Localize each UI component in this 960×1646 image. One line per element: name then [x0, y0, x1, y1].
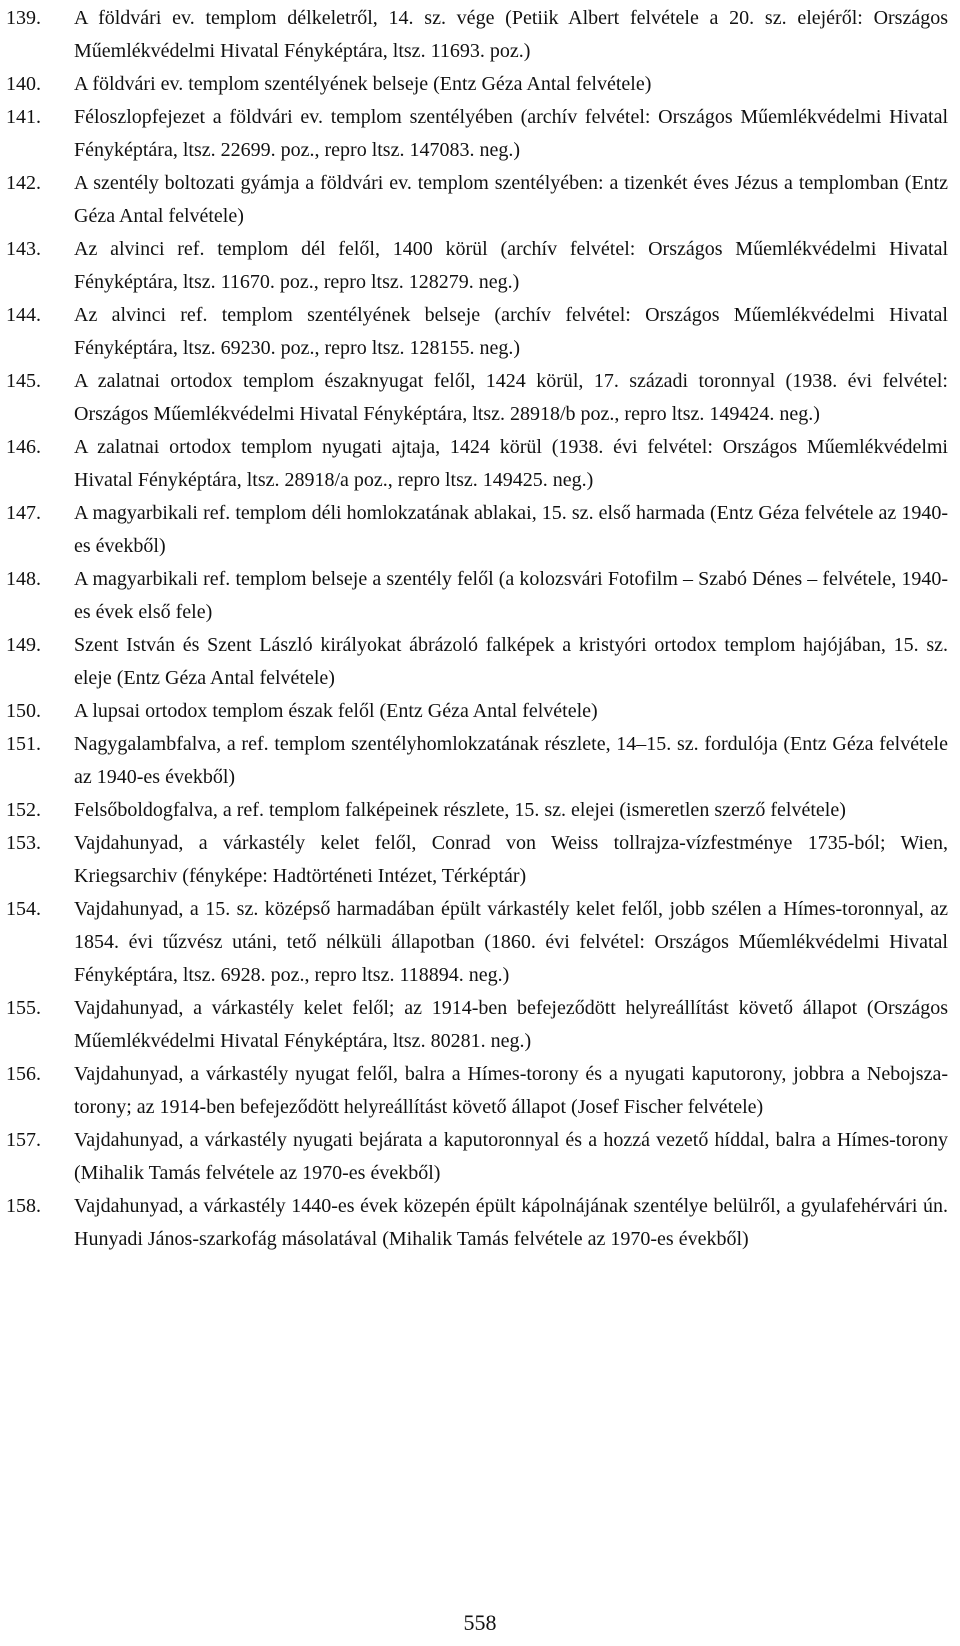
- caption-entry: [6, 233, 960, 299]
- caption-text: Vajdahunyad, a várkastély kelet felől, Conrad von Weiss tollrajza-vízfestménye 1735-ból; Wien, Kriegsarchiv (fényképe: Hadtörténeti Intézet, Térképtár): [74, 832, 948, 887]
- caption-text: Vajdahunyad, a 15. sz. középső harmadában épült várkastély kelet felől, jobb szélen a Hímes-toronnyal, az 1854. évi tűzvész utáni, tető nélküli állapotban (1860. évi felvétel: Országos Műemlékvédelmi Hivatal Fényképtára, ltsz. 6928. poz., repro ltsz. 118894. neg.): [74, 898, 948, 986]
- caption-text: Vajdahunyad, a várkastély kelet felől; az 1914-ben befejeződött helyreállítást követő állapot (Országos Műemlékvédelmi Hivatal Fényképtára, ltsz. 80281. neg.): [74, 997, 948, 1052]
- caption-text: Féloszlopfejezet a földvári ev. templom szentélyében (archív felvétel: Országos Műemlékvédelmi Hivatal Fényképtára, ltsz. 22699. poz., repro ltsz. 147083. neg.): [74, 106, 948, 161]
- page-number: 558: [463, 1610, 497, 1635]
- caption-number: 153.: [6, 832, 41, 854]
- caption-text: A magyarbikali ref. templom déli homlokzatának ablakai, 15. sz. első harmada (Entz Géza felvétele az 1940-es évekből): [74, 502, 948, 557]
- caption-number: 147.: [6, 502, 41, 524]
- caption-entry: [6, 365, 960, 431]
- caption-entry: [6, 1058, 960, 1124]
- caption-text: Vajdahunyad, a várkastély 1440-es évek közepén épült kápolnájának szentélye belülről, a gyulafehérvári ún. Hunyadi János-szarkofág másolatával (Mihalik Tamás felvétele az 1970-es évekből): [74, 1195, 948, 1250]
- caption-number: 148.: [6, 568, 41, 590]
- caption-list: [6, 2, 960, 1256]
- caption-entry: [6, 695, 960, 728]
- caption-text: Vajdahunyad, a várkastély nyugat felől, balra a Hímes-torony és a nyugati kaputorony, jobbra a Nebojsza-torony; az 1914-ben befejeződött helyreállítást követő állapot (Josef Fischer felvétele): [74, 1063, 948, 1118]
- caption-number: 140.: [6, 73, 41, 95]
- caption-text: A lupsai ortodox templom észak felől (Entz Géza Antal felvétele): [74, 700, 598, 722]
- caption-entry: [6, 68, 960, 101]
- caption-entry: [6, 728, 960, 794]
- caption-entry: [6, 167, 960, 233]
- caption-entry: [6, 1124, 960, 1190]
- caption-entry: [6, 629, 960, 695]
- caption-text: Az alvinci ref. templom szentélyének belseje (archív felvétel: Országos Műemlékvédelmi Hivatal Fényképtára, ltsz. 69230. poz., repro ltsz. 128155. neg.): [74, 304, 948, 359]
- caption-text: A szentély boltozati gyámja a földvári ev. templom szentélyében: a tizenkét éves Jézus a templomban (Entz Géza Antal felvétele): [74, 172, 948, 227]
- caption-text: A földvári ev. templom délkeletről, 14. sz. vége (Petiik Albert felvétele a 20. sz. elejéről: Országos Műemlékvédelmi Hivatal Fényképtára, ltsz. 11693. poz.): [74, 7, 948, 62]
- caption-text: A magyarbikali ref. templom belseje a szentély felől (a kolozsvári Fotofilm – Szabó Dénes – felvétele, 1940-es évek első fele): [74, 568, 948, 623]
- caption-entry: [6, 794, 960, 827]
- caption-number: 152.: [6, 799, 41, 821]
- caption-number: 157.: [6, 1129, 41, 1151]
- caption-number: 139.: [6, 7, 41, 29]
- caption-text: A zalatnai ortodox templom északnyugat felől, 1424 körül, 17. századi toronnyal (1938. évi felvétel: Országos Műemlékvédelmi Hivatal Fényképtára, ltsz. 28918/b poz., repro ltsz. 149424. neg.): [74, 370, 948, 425]
- caption-entry: [6, 1190, 960, 1256]
- caption-text: Nagygalambfalva, a ref. templom szentélyhomlokzatának részlete, 14–15. sz. fordulója (Entz Géza felvétele az 1940-es évekből): [74, 733, 948, 788]
- caption-number: 155.: [6, 997, 41, 1019]
- caption-text: A zalatnai ortodox templom nyugati ajtaja, 1424 körül (1938. évi felvétel: Országos Műemlékvédelmi Hivatal Fényképtára, ltsz. 28918/a poz., repro ltsz. 149425. neg.): [74, 436, 948, 491]
- caption-text: Felsőboldogfalva, a ref. templom falképeinek részlete, 15. sz. elejei (ismeretlen szerző felvétele): [74, 799, 846, 821]
- caption-number: 150.: [6, 700, 41, 722]
- caption-entry: [6, 101, 960, 167]
- caption-text: Szent István és Szent László királyokat ábrázoló falképek a kristyóri ortodox templom hajójában, 15. sz. eleje (Entz Géza Antal felvétele): [74, 634, 948, 689]
- caption-number: 143.: [6, 238, 41, 260]
- caption-number: 158.: [6, 1195, 41, 1217]
- caption-entry: [6, 2, 960, 68]
- caption-entry: [6, 893, 960, 992]
- caption-text: Az alvinci ref. templom dél felől, 1400 körül (archív felvétel: Országos Műemlékvédelmi Hivatal Fényképtára, ltsz. 11670. poz., repro ltsz. 128279. neg.): [74, 238, 948, 293]
- caption-entry: [6, 827, 960, 893]
- caption-text: A földvári ev. templom szentélyének belseje (Entz Géza Antal felvétele): [74, 73, 652, 95]
- caption-number: 145.: [6, 370, 41, 392]
- caption-entry: [6, 299, 960, 365]
- caption-number: 156.: [6, 1063, 41, 1085]
- caption-entry: [6, 563, 960, 629]
- caption-entry: [6, 431, 960, 497]
- caption-number: 141.: [6, 106, 41, 128]
- caption-number: 149.: [6, 634, 41, 656]
- caption-number: 154.: [6, 898, 41, 920]
- caption-text: Vajdahunyad, a várkastély nyugati bejárata a kaputoronnyal és a hozzá vezető híddal, balra a Hímes-torony (Mihalik Tamás felvétele az 1970-es évekből): [74, 1129, 948, 1184]
- caption-number: 144.: [6, 304, 41, 326]
- caption-entry: [6, 992, 960, 1058]
- caption-number: 146.: [6, 436, 41, 458]
- caption-number: 151.: [6, 733, 41, 755]
- caption-number: 142.: [6, 172, 41, 194]
- caption-entry: [6, 497, 960, 563]
